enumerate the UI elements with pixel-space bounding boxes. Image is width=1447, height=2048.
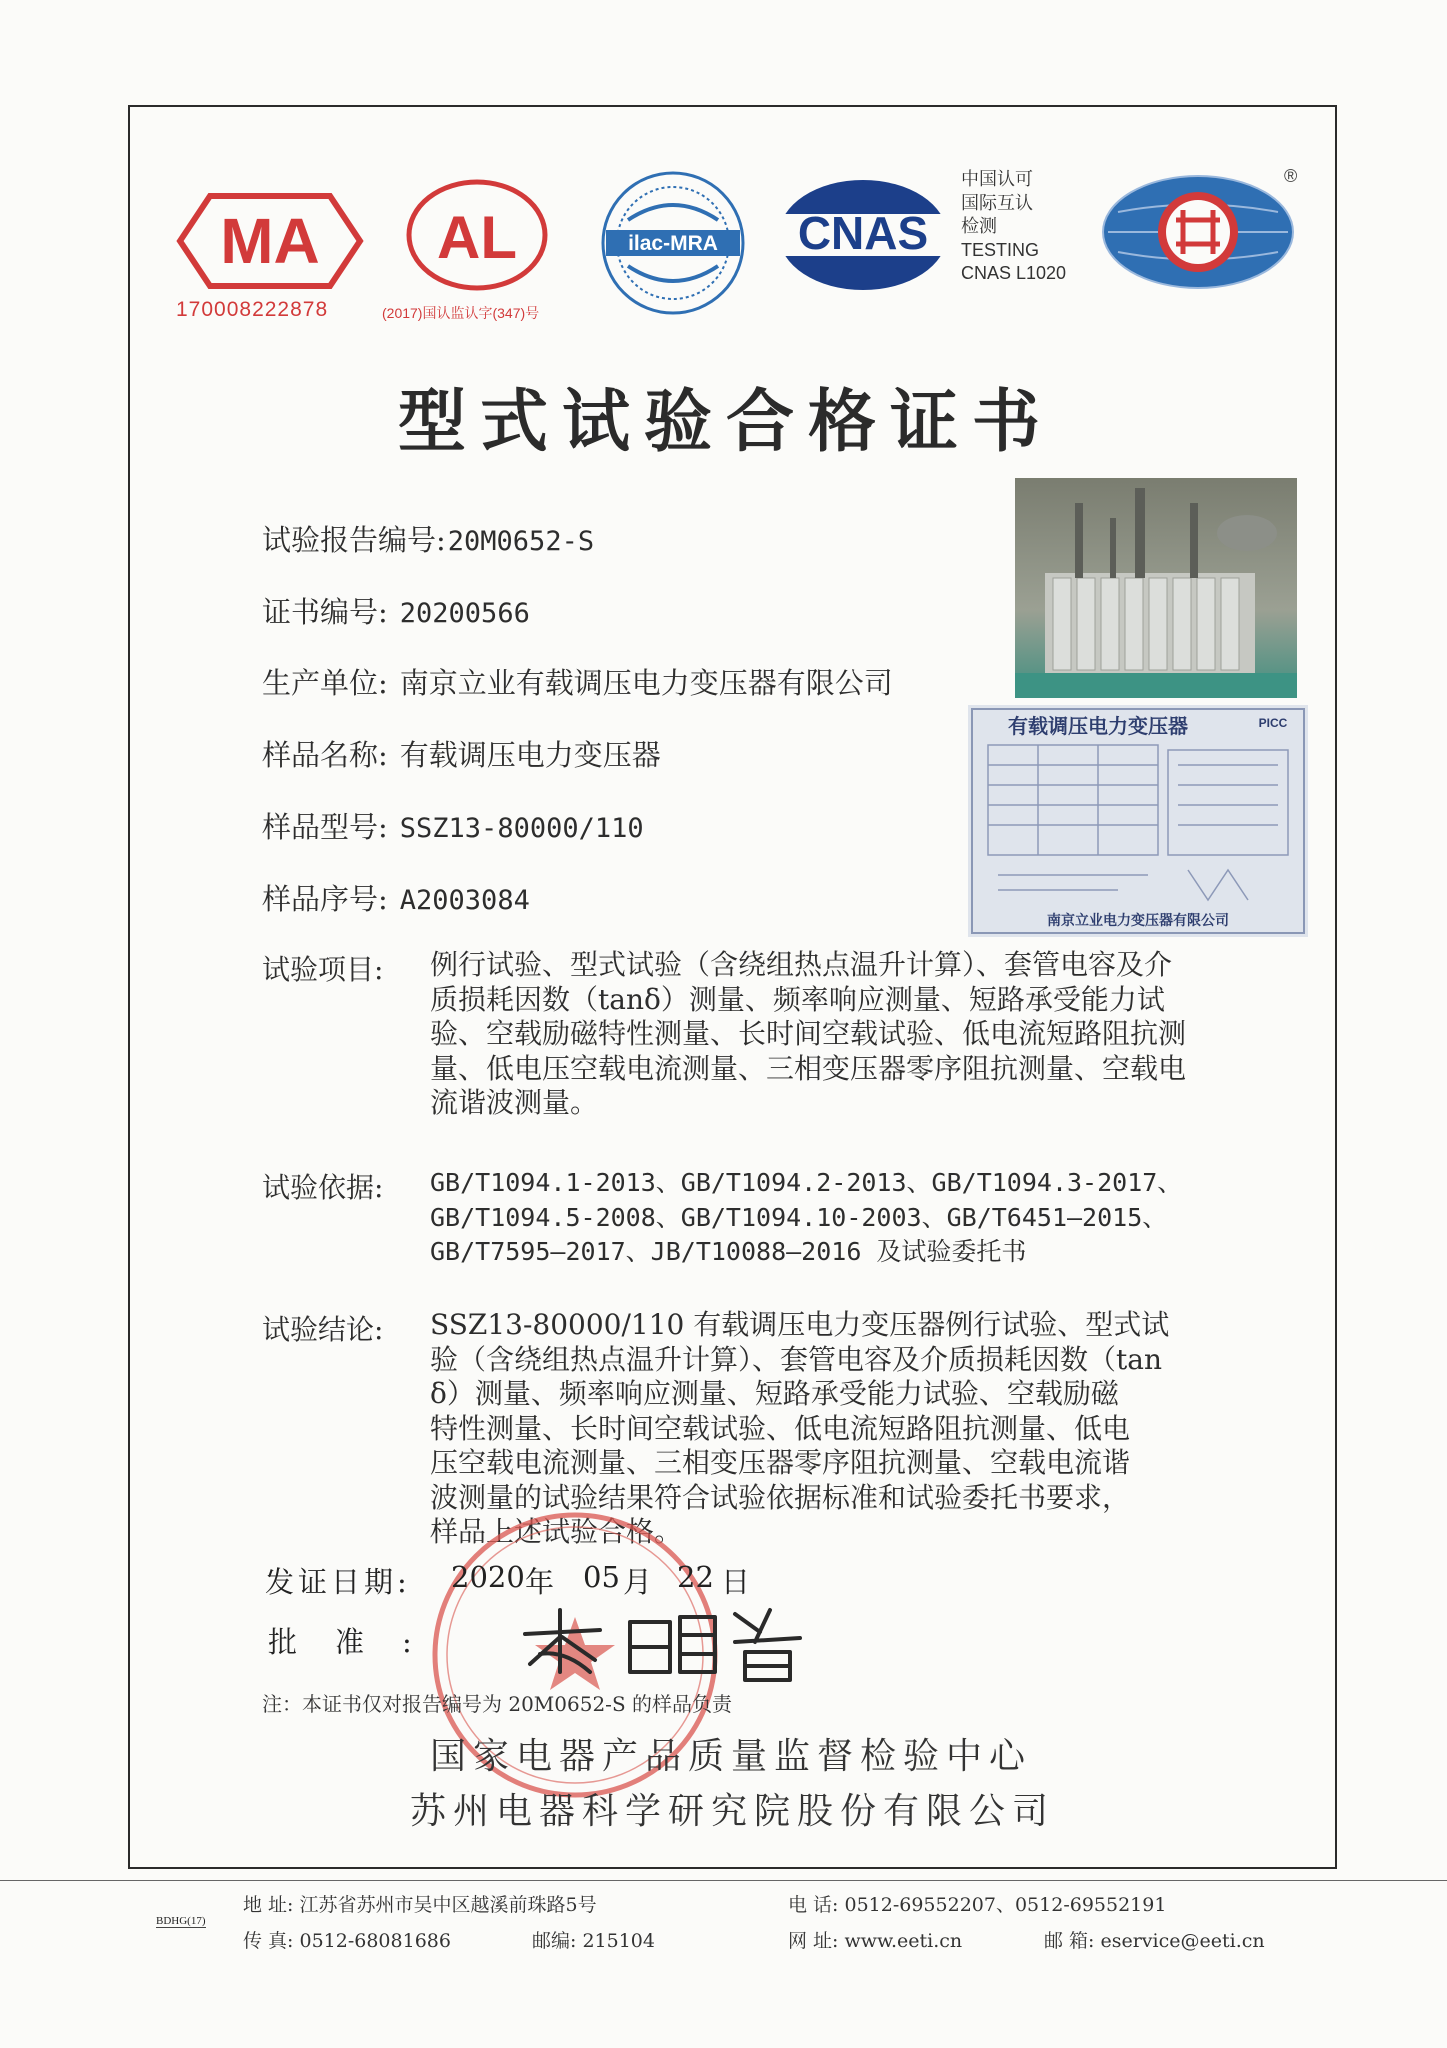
issue-day-unit: 日 — [721, 1565, 751, 1599]
test-items-value — [430, 948, 1447, 1121]
footer-website: 网 址: www.eeti.cn — [788, 1930, 963, 1952]
footer-email: 邮 箱: eservice@eeti.cn — [1044, 1930, 1265, 1952]
handwritten-signature — [520, 1602, 810, 1682]
report-number-label: 试验报告编号: — [262, 523, 446, 557]
issue-date-label: 发证日期: — [265, 1565, 411, 1599]
nameplate-title: 有载调压电力变压器 — [1008, 714, 1188, 738]
cal-logo — [405, 178, 550, 293]
sample-name-value: 有载调压电力变压器 — [399, 738, 661, 772]
cma-logo-text: MA — [220, 205, 320, 277]
cnas-line: 检测 — [961, 216, 997, 236]
cnas-line: CNAS L1020 — [961, 263, 1067, 283]
registered-mark: ® — [1284, 166, 1298, 186]
cnas-line: 中国认可 — [961, 169, 1033, 189]
test-basis-label: 试验依据: — [262, 1171, 384, 1204]
text-line: 质损耗因数（tanδ）测量、频率响应测量、短路承受能力试 — [430, 982, 1165, 1016]
manufacturer-row — [262, 661, 893, 702]
text-line: 波测量的试验结果符合试验依据标准和试验委托书要求， — [430, 1480, 1131, 1514]
cnas-logo-text: CNAS — [797, 207, 929, 259]
sample-model-value: SSZ13-80000/110 — [399, 813, 644, 844]
certificate-note: 注：本证书仅对报告编号为 20M0652-S 的样品负责 — [262, 1692, 732, 1716]
globe-emblem-logo — [1098, 172, 1298, 292]
issue-year-unit: 年 — [525, 1565, 555, 1599]
text-line: 特性测量、长时间空载试验、低电流短路阻抗测量、低电 — [430, 1411, 1131, 1445]
text-line: GB/T1094.1-2013、GB/T1094.2-2013、GB/T1094.3-2017、 — [430, 1168, 1183, 1197]
manufacturer-label: 生产单位: — [262, 666, 388, 700]
cma-logo — [175, 188, 365, 294]
approve-label: 批准: — [268, 1625, 450, 1659]
manufacturer-value: 南京立业有载调压电力变压器有限公司 — [399, 666, 893, 700]
cert-number-label: 证书编号: — [262, 595, 388, 629]
test-items-label: 试验项目: — [262, 953, 384, 986]
report-number-value: 20M0652-S — [447, 526, 595, 557]
text-line: 例行试验、型式试验（含绕组热点温升计算）、套管电容及介 — [430, 948, 1173, 981]
text-line: 流谐波测量。 — [430, 1086, 599, 1119]
footer-divider — [0, 1880, 1447, 1881]
issuing-organization: 国家电器产品质量监督检验中心 — [430, 1736, 1033, 1777]
cnas-accreditation-text — [961, 168, 1066, 286]
ilac-logo-text: ilac-MRA — [628, 232, 718, 255]
footer-fax: 传 真: 0512-68081686 — [243, 1930, 451, 1952]
issue-month-unit: 月 — [623, 1565, 653, 1599]
ilac-mra-logo — [598, 168, 748, 318]
text-line: SSZ13-80000/110 有载调压电力变压器例行试验、型式试 — [430, 1308, 1170, 1341]
nameplate-badge: PICC — [1258, 716, 1288, 730]
cal-logo-text: AL — [437, 204, 517, 271]
sample-model-label: 样品型号: — [262, 810, 388, 844]
text-line: GB/T7595—2017、JB/T10088—2016 及试验委托书 — [430, 1237, 1027, 1266]
nameplate-maker: 南京立业电力变压器有限公司 — [1047, 913, 1229, 929]
cnas-logo — [776, 178, 951, 293]
transformer-photo — [1015, 478, 1297, 698]
text-line: 样品上述试验合格。 — [430, 1515, 683, 1548]
issue-year: 2020 — [451, 1560, 525, 1594]
text-line: 压空载电流测量、三相变压器零序阻抗测量、空载电流谐 — [430, 1446, 1131, 1479]
sample-model-row — [262, 805, 644, 846]
sample-serial-label: 样品序号: — [262, 882, 388, 916]
text-line: 验（含绕组热点温升计算）、套管电容及介质损耗因数（tan — [430, 1342, 1162, 1376]
text-line: 量、低电压空载电流测量、三相变压器零序阻抗测量、空载电 — [430, 1051, 1187, 1085]
issue-day: 22 — [677, 1560, 714, 1594]
test-basis-value — [430, 1166, 1447, 1270]
conclusion-label: 试验结论: — [262, 1313, 384, 1346]
footer-zip: 邮编: 215104 — [532, 1930, 655, 1952]
report-number-row — [262, 518, 594, 559]
issue-month: 05 — [583, 1560, 620, 1594]
sample-name-label: 样品名称: — [262, 738, 388, 772]
footer-phone: 电 话: 0512-69552207、0512-69552191 — [788, 1894, 1167, 1916]
text-line: 验、空载励磁特性测量、长时间空载试验、低电流短路阻抗测 — [430, 1017, 1187, 1050]
cal-number: (2017)国认监认字(347)号 — [382, 305, 540, 321]
cnas-line: TESTING — [961, 239, 1040, 260]
footer-address: 地 址: 江苏省苏州市吴中区越溪前珠路5号 — [243, 1894, 597, 1916]
issue-date-row — [265, 1560, 751, 1601]
text-line: GB/T1094.5-2008、GB/T1094.10-2003、GB/T6451—2015、 — [430, 1202, 1168, 1232]
sample-name-row — [262, 733, 661, 774]
form-code: BDHG(17) — [156, 1915, 206, 1927]
cnas-line: 国际互认 — [961, 192, 1033, 213]
cert-number-value: 20200566 — [399, 598, 530, 629]
sample-serial-value: A2003084 — [399, 885, 530, 916]
cma-number: 170008222878 — [176, 298, 329, 321]
cert-number-row — [262, 590, 530, 631]
nameplate-photo — [968, 705, 1308, 937]
sample-serial-row — [262, 877, 530, 918]
issuing-company: 苏州电器科学研究院股份有限公司 — [410, 1791, 1056, 1832]
certificate-title: 型式试验合格证书 — [398, 382, 1055, 462]
text-line: δ）测量、频率响应测量、短路承受能力试验、空载励磁 — [430, 1377, 1119, 1410]
